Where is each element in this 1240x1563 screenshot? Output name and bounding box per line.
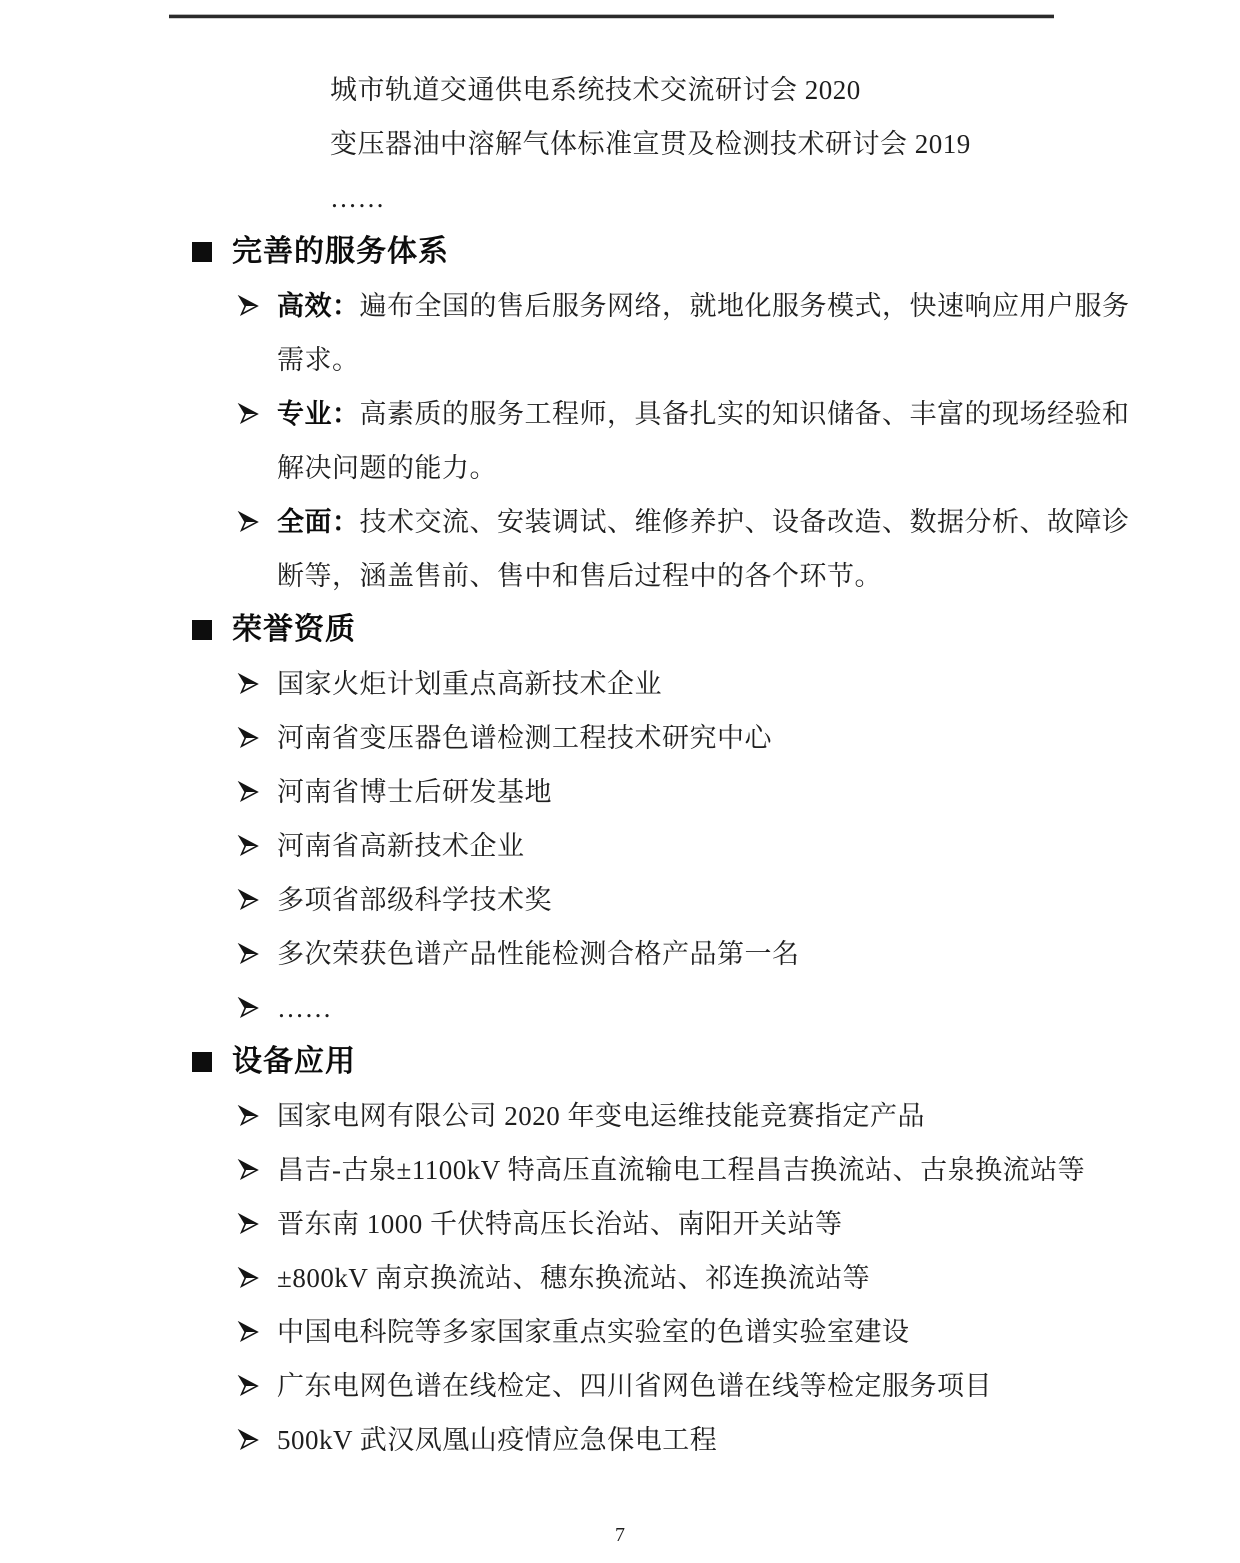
list-item [0, 765, 1240, 819]
intro-line-text: 变压器油中溶解气体标准宣贯及检测技术研讨会 2019 [330, 129, 971, 159]
arrowhead-icon [237, 1429, 259, 1451]
section-title: 设备应用 [232, 1045, 356, 1078]
list-item [0, 1305, 1240, 1359]
arrowhead-icon [237, 1375, 259, 1397]
arrowhead-icon [237, 1321, 259, 1343]
list-item [0, 279, 1240, 333]
black-square-icon [192, 242, 212, 262]
arrowhead-icon [237, 889, 259, 911]
list-item-continuation [0, 333, 1240, 387]
arrowhead-icon [237, 943, 259, 965]
arrowhead-icon [237, 403, 259, 425]
arrowhead-icon [237, 1105, 259, 1127]
arrowhead-icon [237, 295, 259, 317]
list-item [0, 981, 1240, 1035]
list-item [0, 657, 1240, 711]
black-square-icon [192, 1052, 212, 1072]
arrowhead-icon [237, 1159, 259, 1181]
intro-line-2 [0, 117, 1240, 171]
list-item-text: 昌吉-古泉±1100kV 特高压直流输电工程昌吉换流站、古泉换流站等 [277, 1155, 1086, 1185]
list-item-lead: 高效： [277, 291, 360, 321]
arrowhead-icon [237, 511, 259, 533]
list-item-text: 中国电科院等多家国家重点实验室的色谱实验室建设 [277, 1317, 910, 1347]
section-heading-2 [0, 603, 1240, 657]
header-rule [169, 15, 1054, 18]
arrowhead-icon [237, 997, 259, 1019]
list-item-text: 晋东南 1000 千伏特高压长治站、南阳开关站等 [277, 1209, 843, 1239]
arrowhead-icon [237, 673, 259, 695]
list-item-text: 多项省部级科学技术奖 [277, 885, 552, 915]
list-item [0, 1089, 1240, 1143]
list-item-text: 解决问题的能力。 [277, 453, 497, 483]
list-item-text: 高素质的服务工程师，具备扎实的知识储备、丰富的现场经验和 [359, 399, 1130, 429]
list-item-lead: 专业： [277, 399, 360, 429]
list-item-text: 河南省变压器色谱检测工程技术研究中心 [277, 723, 772, 753]
list-item-text: 国家火炬计划重点高新技术企业 [277, 669, 662, 699]
arrowhead-icon [237, 1267, 259, 1289]
arrowhead-icon [237, 1213, 259, 1235]
page-content [0, 63, 1240, 1467]
list-item [0, 819, 1240, 873]
list-item [0, 1197, 1240, 1251]
list-item-text: 500kV 武汉凤凰山疫情应急保电工程 [277, 1425, 718, 1455]
list-item-text: 国家电网有限公司 2020 年变电运维技能竞赛指定产品 [277, 1101, 925, 1131]
list-item-text: 多次荣获色谱产品性能检测合格产品第一名 [277, 939, 800, 969]
section-title: 完善的服务体系 [232, 235, 449, 268]
section-heading-3 [0, 1035, 1240, 1089]
page-number: 7 [615, 1524, 625, 1546]
list-item-text: 广东电网色谱在线检定、四川省网色谱在线等检定服务项目 [277, 1371, 992, 1401]
list-item [0, 387, 1240, 441]
list-item-text: 遍布全国的售后服务网络，就地化服务模式，快速响应用户服务 [359, 291, 1130, 321]
list-item-continuation [0, 549, 1240, 603]
list-item [0, 1143, 1240, 1197]
list-item-text: ±800kV 南京换流站、穗东换流站、祁连换流站等 [277, 1263, 871, 1293]
list-item [0, 1413, 1240, 1467]
arrowhead-icon [237, 835, 259, 857]
section-title: 荣誉资质 [232, 613, 356, 646]
section-heading-1 [0, 225, 1240, 279]
list-item-text: 断等，涵盖售前、售中和售后过程中的各个环节。 [277, 561, 882, 591]
list-item-text: 河南省博士后研发基地 [277, 777, 552, 807]
list-item-text: 技术交流、安装调试、维修养护、设备改造、数据分析、故障诊 [359, 507, 1130, 537]
list-item-lead: 全面： [277, 507, 360, 537]
arrowhead-icon [237, 781, 259, 803]
list-item [0, 873, 1240, 927]
intro-line-text: 城市轨道交通供电系统技术交流研讨会 2020 [330, 75, 861, 105]
list-item [0, 927, 1240, 981]
black-square-icon [192, 620, 212, 640]
list-item [0, 495, 1240, 549]
intro-line-text: …… [330, 183, 385, 213]
list-item [0, 1251, 1240, 1305]
list-item [0, 711, 1240, 765]
intro-line-1 [0, 63, 1240, 117]
list-item-text: 河南省高新技术企业 [277, 831, 525, 861]
intro-line-3 [0, 171, 1240, 225]
arrowhead-icon [237, 727, 259, 749]
list-item-text: …… [277, 993, 332, 1023]
list-item-text: 需求。 [277, 345, 360, 375]
list-item [0, 1359, 1240, 1413]
list-item-continuation [0, 441, 1240, 495]
